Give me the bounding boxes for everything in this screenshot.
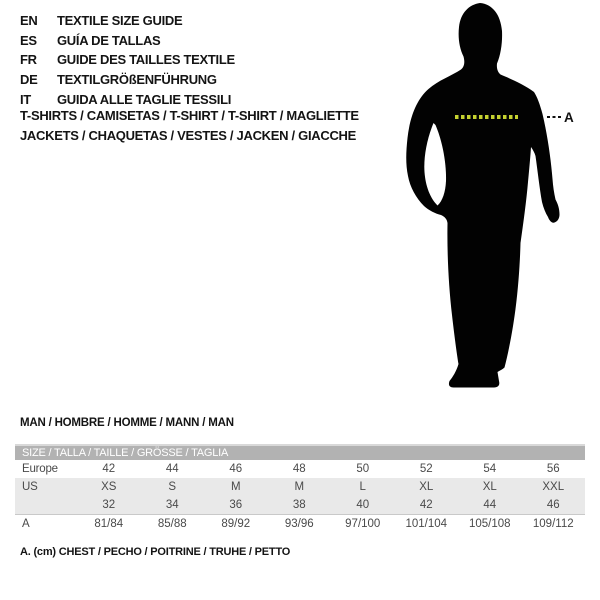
man-silhouette-figure [400, 0, 600, 400]
row-label: Europe [22, 463, 58, 475]
product-types [20, 106, 359, 145]
lang-text: GUÍA DE TALLAS [57, 32, 161, 48]
product-line-tshirts: T-SHIRTS / CAMISETAS / T-SHIRT / T-SHIRT / MAGLIETTE [20, 108, 359, 123]
size-cell: 34 [165, 499, 179, 511]
lang-text: TEXTILE SIZE GUIDE [57, 13, 183, 28]
size-cell: XXL [542, 481, 565, 493]
size-cell: 36 [229, 499, 243, 511]
size-cell: 50 [356, 463, 370, 475]
lang-code: FR [20, 52, 37, 68]
size-cell: 46 [229, 463, 243, 475]
section-title-man: MAN / HOMBRE / HOMME / MANN / MAN [20, 417, 234, 429]
table-row-chest-a [15, 514, 585, 532]
size-cell: 38 [292, 499, 306, 511]
size-cell: 101/104 [405, 518, 448, 530]
row-label [15, 496, 77, 514]
size-cell: 109/112 [532, 518, 574, 530]
size-cell: 46 [546, 499, 560, 511]
size-cell: XL [419, 481, 434, 493]
size-cell: 44 [483, 499, 497, 511]
product-line-jackets: JACKETS / CHAQUETAS / VESTES / JACKEN / GIACCHE [20, 127, 356, 143]
footnote-chest: A. (cm) CHEST / PECHO / POITRINE / TRUHE / PETTO [20, 546, 291, 558]
size-cell: 93/96 [284, 518, 314, 530]
lang-code: ES [20, 32, 37, 48]
row-label: A [22, 518, 30, 530]
measure-label-a: A [564, 110, 574, 125]
lang-code: EN [20, 13, 38, 28]
lang-text: GUIDE DES TAILLES TEXTILE [57, 52, 235, 68]
lang-row-es [20, 31, 235, 51]
lang-row-en [20, 11, 235, 31]
table-row-us [15, 478, 585, 496]
size-cell: 42 [102, 463, 116, 475]
table-header: SIZE / TALLA / TAILLE / GRÖSSE / TAGLIA [15, 444, 585, 460]
row-label: US [22, 481, 38, 493]
size-cell: 85/88 [157, 518, 187, 530]
size-cell: 42 [419, 499, 433, 511]
table-row-europe [15, 460, 585, 478]
size-cell: 56 [546, 463, 560, 475]
lang-text: TEXTILGRÖßENFÜHRUNG [57, 72, 217, 88]
lang-row-de [20, 70, 235, 90]
language-list [20, 11, 235, 110]
lang-code: DE [20, 72, 38, 88]
size-cell: 40 [356, 499, 370, 511]
size-cell: 81/84 [94, 518, 124, 530]
size-cell: M [230, 481, 241, 493]
size-cell: 52 [419, 463, 433, 475]
size-cell: 44 [165, 463, 179, 475]
size-cell: 89/92 [221, 518, 251, 530]
size-cell: 97/100 [345, 518, 381, 530]
size-cell: 54 [483, 463, 497, 475]
size-cell: 32 [102, 499, 116, 511]
size-cell: XL [482, 481, 497, 493]
lang-code: IT [20, 91, 31, 107]
man-silhouette [406, 3, 559, 388]
lang-row-fr [20, 50, 235, 70]
size-table [15, 444, 585, 532]
size-cell: 105/108 [468, 518, 511, 530]
size-cell: M [294, 481, 305, 493]
size-cell: XS [101, 481, 117, 493]
size-cell: L [359, 481, 366, 493]
size-cell: 48 [292, 463, 306, 475]
lang-text: GUIDA ALLE TAGLIE TESSILI [57, 91, 232, 107]
table-row-us-numeric [15, 496, 585, 514]
size-cell: S [168, 481, 177, 493]
